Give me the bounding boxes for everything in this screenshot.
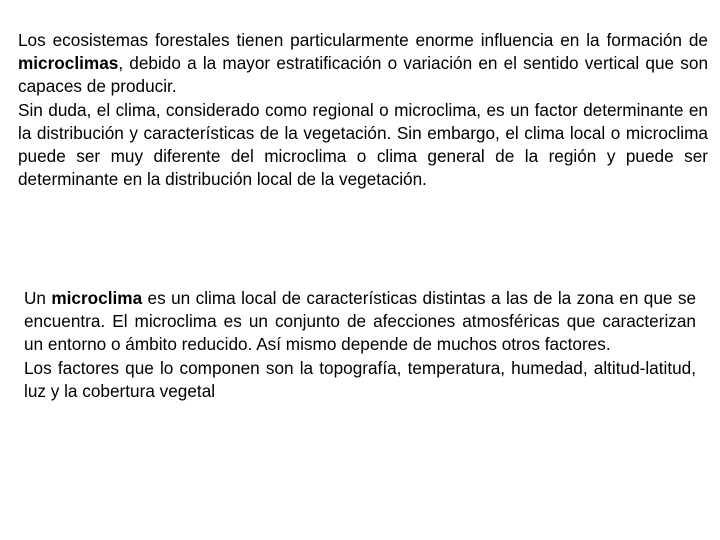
paragraph-forest-influence — [18, 29, 708, 99]
text-block-forest-ecosystems — [18, 29, 708, 191]
bold-term-microclimas: microclimas — [18, 53, 119, 74]
text-span: Los ecosistemas forestales tienen particularmente enorme influencia en la formación de — [18, 30, 708, 50]
paragraph-climate-factor: Sin duda, el clima, considerado como regional o microclima, es un factor determinante en la distribución y características de la vegetación. Sin embargo, el clima local o microclima puede ser muy diferente del microclima o clima general de la región y puede ser determinante en la distribución local de la vegetación. — [18, 99, 708, 190]
text-span: es un clima local de características distintas a las de la zona en que se encuentra. El microclima es un conjunto de afecciones atmosféricas que caracterizan un entorno o ámbito reducido. Así mismo depende de muchos otros factores. — [24, 288, 697, 355]
bold-term-microclima: microclima — [51, 288, 143, 308]
text-span: Un — [24, 288, 52, 308]
text-block-microclima-definition — [24, 287, 696, 403]
paragraph-microclima-definition — [24, 287, 696, 357]
paragraph-microclima-factors: Los factores que lo componen son la topografía, temperatura, humedad, altitud-latitud, luz y la cobertura vegetal — [24, 357, 696, 401]
text-span: , debido a la mayor estratificación o variación en el sentido vertical que son capaces de producir. — [18, 53, 708, 97]
